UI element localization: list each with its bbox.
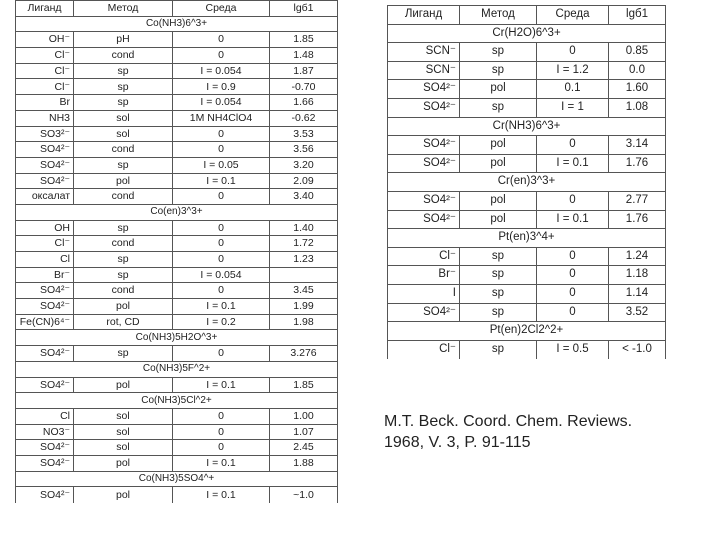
medium-cell: 0 bbox=[173, 283, 270, 299]
ligand-cell: SO4²⁻ bbox=[388, 136, 460, 155]
table-row bbox=[16, 487, 338, 503]
log-constant-cell: -0.70 bbox=[270, 79, 338, 95]
method-cell: sp bbox=[460, 266, 537, 285]
medium-cell: 0 bbox=[173, 346, 270, 362]
ligand-cell: SCN⁻ bbox=[388, 43, 460, 62]
ligand-cell: SO4²⁻ bbox=[16, 142, 74, 158]
log-constant-cell: -0.62 bbox=[270, 110, 338, 126]
log-constant-cell: 3.52 bbox=[609, 303, 666, 322]
header-row bbox=[388, 6, 666, 25]
log-constant-cell: 0.0 bbox=[609, 61, 666, 80]
method-cell: sp bbox=[460, 340, 537, 359]
complex-formula: Cr(NH3)6^3+ bbox=[388, 117, 666, 136]
method-cell: sp bbox=[460, 98, 537, 117]
method-cell: sol bbox=[74, 440, 173, 456]
ligand-cell: SO4²⁻ bbox=[388, 210, 460, 229]
log-constant-cell: 1.08 bbox=[609, 98, 666, 117]
medium-cell: 0 bbox=[173, 424, 270, 440]
log-constant-cell: 1.24 bbox=[609, 247, 666, 266]
medium-cell: I = 0.1 bbox=[537, 210, 609, 229]
medium-cell: I = 0.1 bbox=[173, 299, 270, 315]
log-constant-cell: ~1.0 bbox=[270, 487, 338, 503]
method-cell: pol bbox=[74, 299, 173, 315]
log-constant-cell: 1.23 bbox=[270, 252, 338, 268]
medium-cell: I = 0.1 bbox=[173, 377, 270, 393]
ligand-cell: I bbox=[388, 284, 460, 303]
table-row bbox=[16, 314, 338, 330]
log-constant-cell: 3.45 bbox=[270, 283, 338, 299]
table-row bbox=[16, 252, 338, 268]
ligand-cell: Br bbox=[16, 95, 74, 111]
method-cell: sp bbox=[74, 157, 173, 173]
ligand-cell: SO4²⁻ bbox=[388, 191, 460, 210]
medium-cell: I = 0.1 bbox=[173, 487, 270, 503]
complex-section-row bbox=[16, 16, 338, 32]
method-cell: sp bbox=[460, 284, 537, 303]
header-row bbox=[16, 1, 338, 17]
table-row bbox=[16, 283, 338, 299]
method-cell: pol bbox=[460, 154, 537, 173]
ligand-cell: SO4²⁻ bbox=[388, 98, 460, 117]
log-constant-cell: 1.87 bbox=[270, 63, 338, 79]
ligand-cell: NH3 bbox=[16, 110, 74, 126]
method-cell: cond bbox=[74, 236, 173, 252]
ligand-cell: Cl bbox=[16, 252, 74, 268]
log-constant-cell: 3.14 bbox=[609, 136, 666, 155]
log-constant-cell: 1.85 bbox=[270, 377, 338, 393]
log-constant-cell: 1.76 bbox=[609, 210, 666, 229]
method-cell: pol bbox=[460, 136, 537, 155]
method-cell: cond bbox=[74, 48, 173, 64]
ligand-cell: Cl⁻ bbox=[388, 340, 460, 359]
complex-formula: Co(NH3)5Cl^2+ bbox=[16, 393, 338, 409]
citation-line-2: 1968, V. 3, P. 91-115 bbox=[384, 434, 531, 451]
table-row bbox=[16, 424, 338, 440]
method-cell: sp bbox=[460, 303, 537, 322]
column-header: Лиганд bbox=[388, 6, 460, 25]
column-header: lgб1 bbox=[270, 1, 338, 17]
complex-section-row bbox=[16, 361, 338, 377]
log-constant-cell: 3.40 bbox=[270, 189, 338, 205]
table-row bbox=[388, 266, 666, 285]
log-constant-cell: 1.48 bbox=[270, 48, 338, 64]
table-body bbox=[16, 1, 338, 503]
complex-formula: Co(NH3)5H2O^3+ bbox=[16, 330, 338, 346]
table-row bbox=[16, 408, 338, 424]
method-cell: sp bbox=[460, 247, 537, 266]
ligand-cell: SO4²⁻ bbox=[388, 80, 460, 99]
complex-formula: Co(NH3)6^3+ bbox=[16, 16, 338, 32]
method-cell: pol bbox=[74, 377, 173, 393]
log-constant-cell: 1.85 bbox=[270, 32, 338, 48]
table-row bbox=[388, 154, 666, 173]
complex-formula: Co(NH3)5F^2+ bbox=[16, 361, 338, 377]
table-row bbox=[16, 126, 338, 142]
medium-cell: 1M NH4ClO4 bbox=[173, 110, 270, 126]
log-constant-cell: < -1.0 bbox=[609, 340, 666, 359]
table-row bbox=[16, 346, 338, 362]
table-row bbox=[16, 173, 338, 189]
log-constant-cell: 2.45 bbox=[270, 440, 338, 456]
medium-cell: 0 bbox=[537, 136, 609, 155]
log-constant-cell: 1.40 bbox=[270, 220, 338, 236]
table-row bbox=[16, 95, 338, 111]
log-constant-cell: 3.276 bbox=[270, 346, 338, 362]
complex-formula: Cr(H2O)6^3+ bbox=[388, 24, 666, 43]
log-constant-cell bbox=[270, 267, 338, 283]
complex-section-row bbox=[388, 173, 666, 192]
table-row bbox=[388, 284, 666, 303]
ligand-cell: Cl⁻ bbox=[16, 63, 74, 79]
medium-cell: I = 0.054 bbox=[173, 267, 270, 283]
ligand-cell: Cl bbox=[16, 408, 74, 424]
medium-cell: I = 0.054 bbox=[173, 63, 270, 79]
citation-line-1: M.T. Beck. Coord. Chem. Reviews. bbox=[384, 413, 633, 430]
table-row bbox=[16, 299, 338, 315]
complex-formula: Pt(en)3^4+ bbox=[388, 229, 666, 248]
log-constant-cell: 1.98 bbox=[270, 314, 338, 330]
column-header: Метод bbox=[460, 6, 537, 25]
complex-formula: Co(en)3^3+ bbox=[16, 204, 338, 220]
stability-constants-table-left bbox=[15, 0, 338, 503]
medium-cell: I = 1 bbox=[537, 98, 609, 117]
log-constant-cell: 1.72 bbox=[270, 236, 338, 252]
column-header: Среда bbox=[173, 1, 270, 17]
method-cell: pol bbox=[460, 191, 537, 210]
medium-cell: I = 0.2 bbox=[173, 314, 270, 330]
log-constant-cell: 3.53 bbox=[270, 126, 338, 142]
medium-cell: I = 0.9 bbox=[173, 79, 270, 95]
table-row bbox=[16, 236, 338, 252]
medium-cell: 0 bbox=[173, 189, 270, 205]
ligand-cell: SO4²⁻ bbox=[16, 173, 74, 189]
complex-section-row bbox=[388, 24, 666, 43]
ligand-cell: OH bbox=[16, 220, 74, 236]
method-cell: sp bbox=[74, 267, 173, 283]
table-row bbox=[16, 32, 338, 48]
medium-cell: 0 bbox=[173, 32, 270, 48]
column-header: Среда bbox=[537, 6, 609, 25]
medium-cell: 0 bbox=[537, 284, 609, 303]
ligand-cell: SO4²⁻ bbox=[388, 154, 460, 173]
medium-cell: I = 0.5 bbox=[537, 340, 609, 359]
ligand-cell: оксалат bbox=[16, 189, 74, 205]
ligand-cell: SO4²⁻ bbox=[16, 455, 74, 471]
method-cell: sp bbox=[74, 220, 173, 236]
medium-cell: 0 bbox=[173, 48, 270, 64]
log-constant-cell: 1.66 bbox=[270, 95, 338, 111]
method-cell: sol bbox=[74, 110, 173, 126]
method-cell: sol bbox=[74, 408, 173, 424]
table-row bbox=[388, 136, 666, 155]
ligand-cell: SO4²⁻ bbox=[16, 487, 74, 503]
ligand-cell: SO4²⁻ bbox=[16, 299, 74, 315]
method-cell: sp bbox=[460, 43, 537, 62]
table-row bbox=[16, 440, 338, 456]
log-constant-cell: 3.20 bbox=[270, 157, 338, 173]
ligand-cell: SO4²⁻ bbox=[388, 303, 460, 322]
complex-section-row bbox=[388, 117, 666, 136]
medium-cell: I = 0.1 bbox=[173, 455, 270, 471]
table-row bbox=[388, 61, 666, 80]
log-constant-cell: 1.76 bbox=[609, 154, 666, 173]
medium-cell: 0 bbox=[537, 303, 609, 322]
method-cell: rot, CD bbox=[74, 314, 173, 330]
log-constant-cell: 1.99 bbox=[270, 299, 338, 315]
complex-formula: Co(NH3)5SO4^+ bbox=[16, 471, 338, 487]
ligand-cell: Cl⁻ bbox=[388, 247, 460, 266]
column-header: Метод bbox=[74, 1, 173, 17]
log-constant-cell: 1.14 bbox=[609, 284, 666, 303]
table-body bbox=[388, 6, 666, 359]
method-cell: sp bbox=[74, 346, 173, 362]
ligand-cell: OH⁻ bbox=[16, 32, 74, 48]
method-cell: pH bbox=[74, 32, 173, 48]
log-constant-cell: 1.88 bbox=[270, 455, 338, 471]
table-row bbox=[16, 79, 338, 95]
table-row bbox=[16, 377, 338, 393]
method-cell: cond bbox=[74, 142, 173, 158]
ligand-cell: SO4²⁻ bbox=[16, 283, 74, 299]
table-row bbox=[388, 191, 666, 210]
medium-cell: 0 bbox=[173, 252, 270, 268]
medium-cell: I = 0.05 bbox=[173, 157, 270, 173]
method-cell: cond bbox=[74, 189, 173, 205]
method-cell: sp bbox=[74, 252, 173, 268]
medium-cell: 0 bbox=[173, 236, 270, 252]
table-row bbox=[388, 340, 666, 359]
table-row bbox=[16, 267, 338, 283]
table-row bbox=[388, 303, 666, 322]
method-cell: sp bbox=[460, 61, 537, 80]
medium-cell: 0 bbox=[173, 220, 270, 236]
ligand-cell: SCN⁻ bbox=[388, 61, 460, 80]
method-cell: pol bbox=[74, 487, 173, 503]
ligand-cell: SO3²⁻ bbox=[16, 126, 74, 142]
table-row bbox=[388, 43, 666, 62]
table-row bbox=[388, 80, 666, 99]
medium-cell: I = 0.1 bbox=[173, 173, 270, 189]
stability-constants-table-right bbox=[387, 5, 666, 359]
table-row bbox=[16, 220, 338, 236]
method-cell: sp bbox=[74, 79, 173, 95]
ligand-cell: Br⁻ bbox=[16, 267, 74, 283]
medium-cell: 0 bbox=[173, 142, 270, 158]
medium-cell: 0.1 bbox=[537, 80, 609, 99]
log-constant-cell: 1.07 bbox=[270, 424, 338, 440]
method-cell: pol bbox=[74, 455, 173, 471]
complex-section-row bbox=[16, 330, 338, 346]
method-cell: pol bbox=[74, 173, 173, 189]
log-constant-cell: 0.85 bbox=[609, 43, 666, 62]
method-cell: sol bbox=[74, 424, 173, 440]
table-row bbox=[388, 247, 666, 266]
log-constant-cell: 1.18 bbox=[609, 266, 666, 285]
log-constant-cell: 2.77 bbox=[609, 191, 666, 210]
table-row bbox=[16, 63, 338, 79]
method-cell: sp bbox=[74, 63, 173, 79]
medium-cell: 0 bbox=[537, 266, 609, 285]
medium-cell: I = 0.054 bbox=[173, 95, 270, 111]
complex-section-row bbox=[16, 393, 338, 409]
method-cell: sp bbox=[74, 95, 173, 111]
method-cell: sol bbox=[74, 126, 173, 142]
complex-formula: Cr(en)3^3+ bbox=[388, 173, 666, 192]
log-constant-cell: 3.56 bbox=[270, 142, 338, 158]
medium-cell: 0 bbox=[537, 191, 609, 210]
ligand-cell: Cl⁻ bbox=[16, 48, 74, 64]
medium-cell: 0 bbox=[173, 440, 270, 456]
ligand-cell: Cl⁻ bbox=[16, 236, 74, 252]
table-row bbox=[16, 142, 338, 158]
table-row bbox=[388, 210, 666, 229]
medium-cell: 0 bbox=[173, 126, 270, 142]
table-row bbox=[16, 455, 338, 471]
complex-section-row bbox=[388, 322, 666, 341]
ligand-cell: SO4²⁻ bbox=[16, 346, 74, 362]
log-constant-cell: 1.00 bbox=[270, 408, 338, 424]
ligand-cell: Cl⁻ bbox=[16, 79, 74, 95]
method-cell: cond bbox=[74, 283, 173, 299]
left-margin-strip bbox=[0, 0, 14, 540]
complex-section-row bbox=[16, 204, 338, 220]
method-cell: pol bbox=[460, 80, 537, 99]
ligand-cell: SO4²⁻ bbox=[16, 157, 74, 173]
table-row bbox=[388, 98, 666, 117]
medium-cell: 0 bbox=[537, 43, 609, 62]
complex-section-row bbox=[16, 471, 338, 487]
column-header: Лиганд bbox=[16, 1, 74, 17]
log-constant-cell: 1.60 bbox=[609, 80, 666, 99]
column-header: lgб1 bbox=[609, 6, 666, 25]
ligand-cell: SO4²⁻ bbox=[16, 440, 74, 456]
medium-cell: 0 bbox=[537, 247, 609, 266]
log-constant-cell: 2.09 bbox=[270, 173, 338, 189]
ligand-cell: NO3⁻ bbox=[16, 424, 74, 440]
table-row bbox=[16, 157, 338, 173]
table-row bbox=[16, 110, 338, 126]
complex-section-row bbox=[388, 229, 666, 248]
citation bbox=[384, 411, 632, 453]
ligand-cell: Br⁻ bbox=[388, 266, 460, 285]
table-row bbox=[16, 189, 338, 205]
method-cell: pol bbox=[460, 210, 537, 229]
table-row bbox=[16, 48, 338, 64]
complex-formula: Pt(en)2Cl2^2+ bbox=[388, 322, 666, 341]
medium-cell: I = 1.2 bbox=[537, 61, 609, 80]
ligand-cell: Fe(CN)6⁴⁻ bbox=[16, 314, 74, 330]
medium-cell: 0 bbox=[173, 408, 270, 424]
medium-cell: I = 0.1 bbox=[537, 154, 609, 173]
ligand-cell: SO4²⁻ bbox=[16, 377, 74, 393]
